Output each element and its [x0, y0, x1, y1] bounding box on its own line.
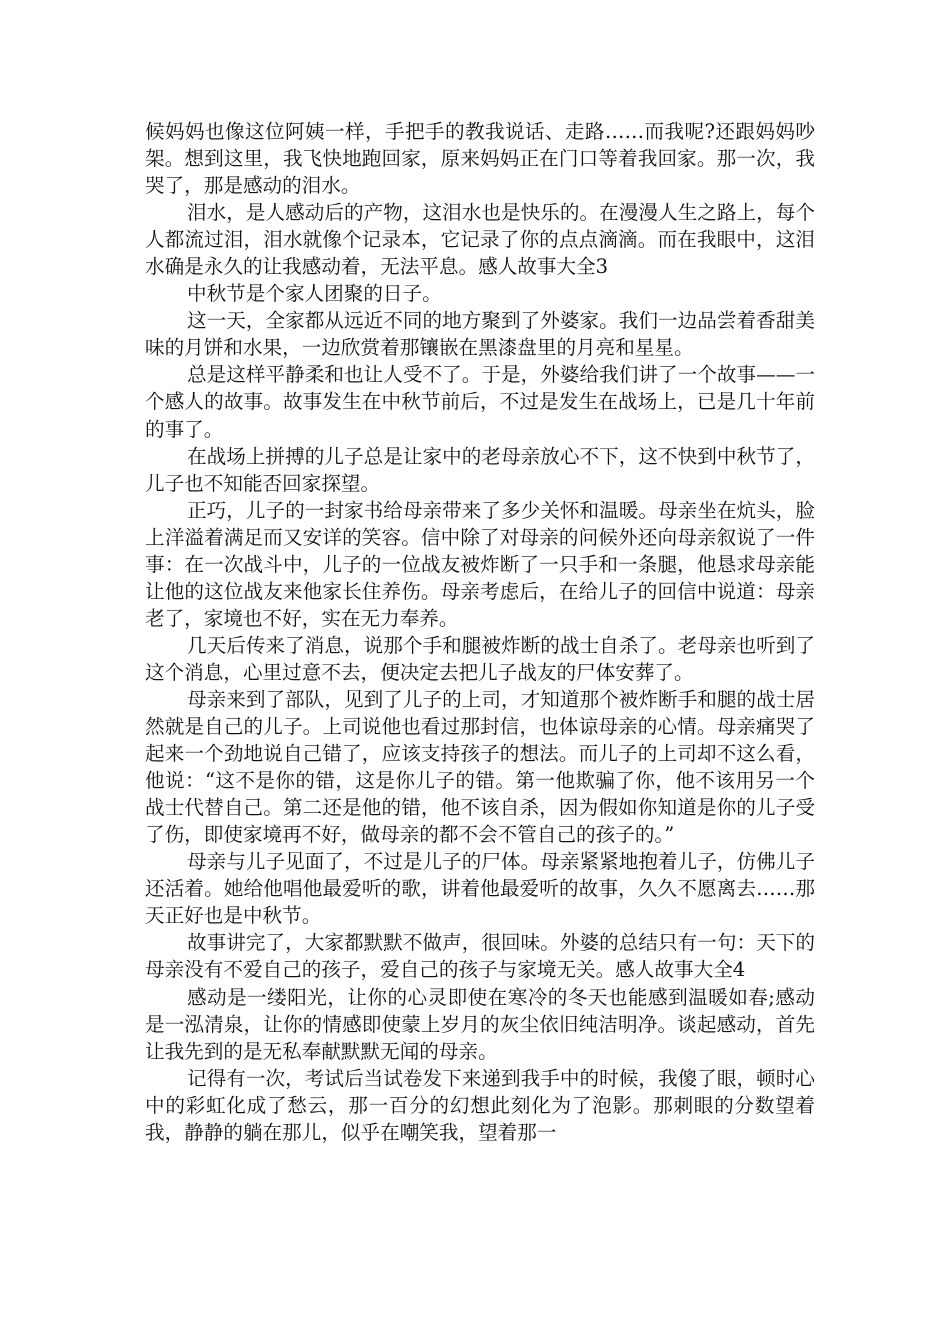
paragraph: 感动是一缕阳光，让你的心灵即使在寒冷的冬天也能感到温暖如春;感动是一泓清泉，让你的情感即使蒙上岁月的灰尘依旧纯洁明净。谈起感动，首先让我先到的是无私奉献默默无闻的母亲。 — [145, 985, 815, 1063]
paragraph: 几天后传来了消息，说那个手和腿被炸断的战士自杀了。老母亲也听到了这个消息，心里过意不去，便决定去把儿子战友的尸体安葬了。 — [145, 633, 815, 684]
paragraph: 母亲与儿子见面了，不过是儿子的尸体。母亲紧紧地抱着儿子，仿佛儿子还活着。她给他唱他最爱听的歌，讲着他最爱听的故事，久久不愿离去……那天正好也是中秋节。 — [145, 850, 815, 928]
paragraph: 母亲来到了部队，见到了儿子的上司，才知道那个被炸断手和腿的战士居然就是自己的儿子。上司说他也看过那封信，也体谅母亲的心情。母亲痛哭了起来一个劲地说自己错了，应该支持孩子的想法。而儿子的上司却不这么看，他说：“这不是你的错，这是你儿子的错。第一他欺骗了你，他不该用另一个战士代替自己。第二还是他的错，他不该自杀，因为假如你知道是你的儿子受了伤，即使家境再不好，做母亲的都不会不管自己的孩子的。” — [145, 687, 815, 847]
paragraph: 记得有一次，考试后当试卷发下来递到我手中的时候，我傻了眼，顿时心中的彩虹化成了愁云，那一百分的幻想此刻化为了泡影。那刺眼的分数望着我，静静的躺在那儿，似乎在嘲笑我，望着那一 — [145, 1066, 815, 1144]
paragraph: 泪水，是人感动后的产物，这泪水也是快乐的。在漫漫人生之路上，每个人都流过泪，泪水就像个记录本，它记录了你的点点滴滴。而在我眼中，这泪水确是永久的让我感动着，无法平息。感人故事大全3 — [145, 201, 815, 279]
paragraph: 总是这样平静柔和也让人受不了。于是，外婆给我们讲了一个故事——一个感人的故事。故事发生在中秋节前后，不过是发生在战场上，已是几十年前的事了。 — [145, 363, 815, 441]
paragraph: 候妈妈也像这位阿姨一样，手把手的教我说话、走路……而我呢?还跟妈妈吵架。想到这里，我飞快地跑回家，原来妈妈正在门口等着我回家。那一次，我哭了，那是感动的泪水。 — [145, 120, 815, 198]
paragraph: 在战场上拼搏的儿子总是让家中的老母亲放心不下，这不快到中秋节了，儿子也不知能否回家探望。 — [145, 444, 815, 495]
paragraph: 正巧，儿子的一封家书给母亲带来了多少关怀和温暖。母亲坐在炕头，脸上洋溢着满足而又安详的笑容。信中除了对母亲的问候外还向母亲叙说了一件事：在一次战斗中，儿子的一位战友被炸断了一只手和一条腿，他恳求母亲能让他的这位战友来他家长住养伤。母亲考虑后，在给儿子的回信中说道：母亲老了，家境也不好，实在无力奉养。 — [145, 498, 815, 630]
paragraph: 这一天，全家都从远近不同的地方聚到了外婆家。我们一边品尝着香甜美味的月饼和水果，一边欣赏着那镶嵌在黑漆盘里的月亮和星星。 — [145, 309, 815, 360]
paragraph: 中秋节是个家人团聚的日子。 — [187, 282, 442, 306]
document-body — [145, 118, 815, 1146]
paragraph: 故事讲完了，大家都默默不做声，很回味。外婆的总结只有一句：天下的母亲没有不爱自己的孩子，爱自己的孩子与家境无关。感人故事大全4 — [145, 931, 815, 982]
